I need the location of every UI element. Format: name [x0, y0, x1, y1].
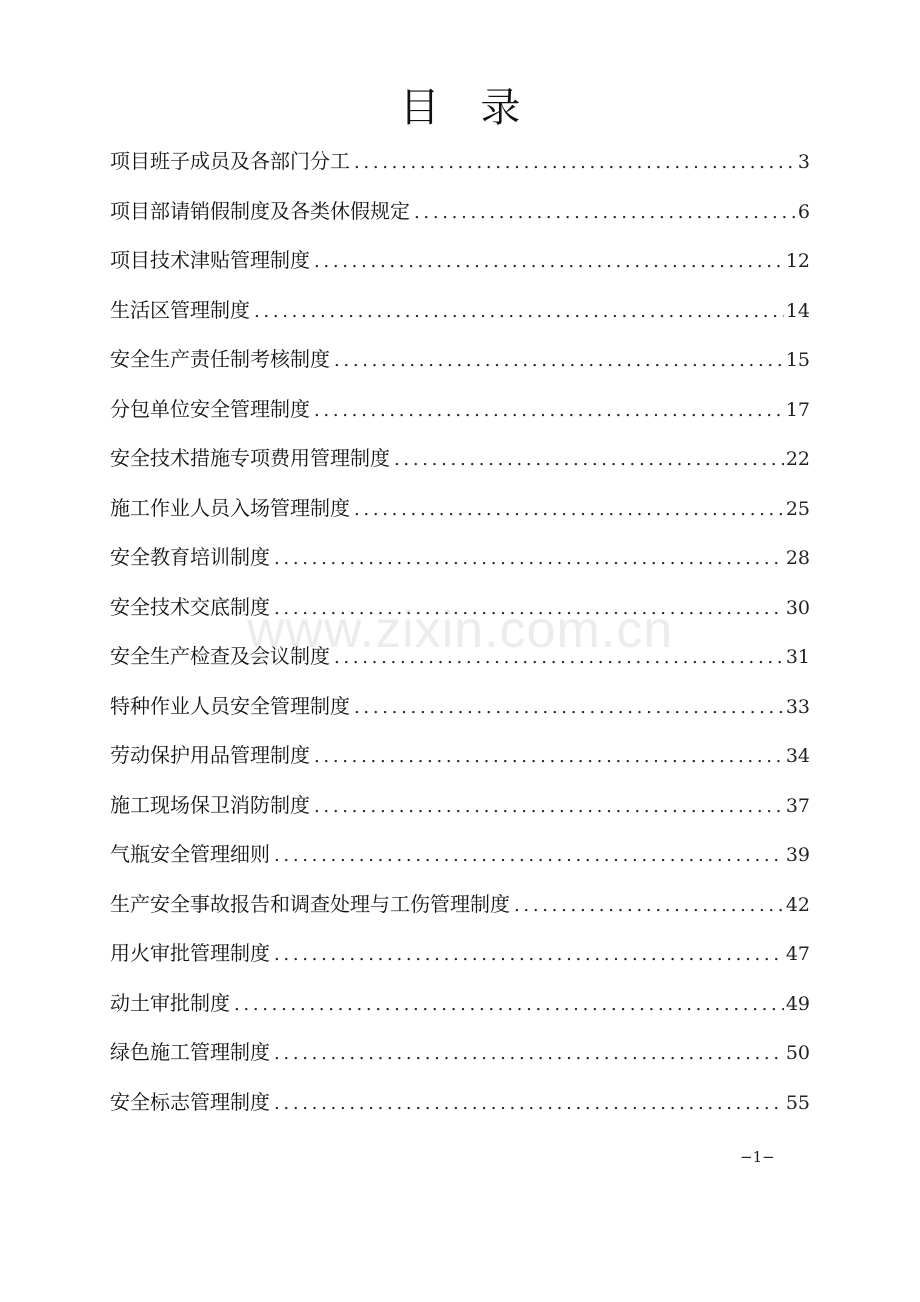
- toc-entry[interactable]: [110, 236, 810, 286]
- toc-entry-title: 安全生产责任制考核制度: [110, 347, 330, 371]
- toc-entry-title: 分包单位安全管理制度: [110, 396, 310, 421]
- toc-leader-dots: [394, 435, 784, 485]
- toc-leader-dots: [414, 188, 796, 238]
- toc-entry[interactable]: [110, 286, 810, 336]
- toc-entry-page: 47: [785, 943, 810, 965]
- toc-entry[interactable]: [110, 632, 810, 682]
- toc-entry-page: 15: [785, 349, 810, 371]
- toc-entry[interactable]: [110, 137, 810, 187]
- toc-entry-title: 施工现场保卫消防制度: [110, 792, 310, 817]
- toc-entry[interactable]: [110, 434, 810, 484]
- toc-leader-dots: [354, 683, 784, 733]
- toc-leader-dots: [314, 386, 784, 436]
- toc-entry-title: 绿色施工管理制度: [110, 1040, 270, 1064]
- toc-leader-dots: [334, 336, 784, 386]
- toc-leader-dots: [254, 287, 784, 337]
- toc-entry[interactable]: [110, 781, 810, 831]
- toc-entry[interactable]: [110, 682, 810, 732]
- toc-leader-dots: [274, 534, 784, 584]
- toc-leader-dots: [514, 881, 784, 931]
- toc-entry-title: 劳动保护用品管理制度: [110, 743, 310, 767]
- toc-leader-dots: [274, 1029, 784, 1079]
- toc-leader-dots: [334, 633, 784, 683]
- toc-entry-page: 3: [797, 151, 810, 173]
- toc-entry[interactable]: [110, 484, 810, 534]
- toc-entry-page: 37: [785, 794, 810, 817]
- toc-leader-dots: [354, 138, 796, 188]
- toc-entry-page: 31: [785, 646, 810, 668]
- toc-leader-dots: [274, 831, 784, 881]
- toc-entry[interactable]: [110, 929, 810, 979]
- toc-entry[interactable]: [110, 830, 810, 880]
- toc-entry[interactable]: [110, 979, 810, 1029]
- toc-leader-dots: [314, 732, 784, 782]
- watermark: www.zixin.com.cn: [246, 601, 674, 659]
- toc-entry-page: 34: [785, 745, 810, 767]
- toc-entry-title: 安全标志管理制度: [110, 1089, 270, 1114]
- toc-entry[interactable]: [110, 385, 810, 435]
- toc-entry-title: 用火审批管理制度: [110, 941, 270, 965]
- toc-entry-title: 生产安全事故报告和调查处理与工伤管理制度: [110, 891, 510, 916]
- toc-entry-title: 安全生产检查及会议制度: [110, 644, 330, 668]
- toc-entry-title: 项目班子成员及各部门分工: [110, 149, 350, 173]
- toc-entry-title: 项目技术津贴管理制度: [110, 248, 310, 272]
- toc-entry-page: 17: [785, 398, 810, 421]
- toc-entry[interactable]: [110, 533, 810, 583]
- toc-entry[interactable]: [110, 1028, 810, 1078]
- toc-entry-page: 6: [797, 200, 810, 223]
- toc-entry[interactable]: [110, 335, 810, 385]
- toc-entry-title: 生活区管理制度: [110, 297, 250, 322]
- page-title: 目 录: [399, 85, 535, 131]
- toc-entry-page: 14: [785, 299, 810, 322]
- toc-entry-title: 安全技术交底制度: [110, 594, 270, 619]
- toc-leader-dots: [234, 980, 784, 1030]
- toc-entry-page: 55: [785, 1091, 810, 1114]
- toc-leader-dots: [354, 485, 784, 535]
- toc-entry-page: 25: [785, 497, 810, 520]
- toc-entry[interactable]: [110, 583, 810, 633]
- toc-leader-dots: [274, 930, 784, 980]
- toc-entry-page: 39: [785, 844, 810, 866]
- toc-entry-page: 30: [785, 596, 810, 619]
- toc-leader-dots: [274, 584, 784, 634]
- toc-leader-dots: [314, 237, 784, 287]
- toc-entry[interactable]: [110, 187, 810, 237]
- toc-entry-title: 气瓶安全管理细则: [110, 842, 270, 866]
- toc-entry-title: 安全教育培训制度: [110, 545, 270, 569]
- toc-entry-page: 50: [785, 1042, 810, 1064]
- toc-entry-page: 28: [785, 547, 810, 569]
- toc-leader-dots: [274, 1079, 784, 1129]
- toc-entry-page: 12: [785, 250, 810, 272]
- toc-entry-title: 安全技术措施专项费用管理制度: [110, 446, 390, 470]
- toc-entry-page: 42: [785, 893, 810, 916]
- table-of-contents: [110, 137, 810, 1127]
- page-number: −1−: [740, 1148, 775, 1166]
- toc-entry-page: 33: [785, 695, 810, 718]
- toc-entry-page: 49: [785, 992, 810, 1015]
- toc-entry-title: 项目部请销假制度及各类休假规定: [110, 198, 410, 223]
- toc-entry-page: 22: [785, 448, 810, 470]
- toc-entry[interactable]: [110, 1078, 810, 1128]
- toc-entry[interactable]: [110, 731, 810, 781]
- toc-entry-title: 特种作业人员安全管理制度: [110, 693, 350, 718]
- toc-entry[interactable]: [110, 880, 810, 930]
- toc-entry-title: 动土审批制度: [110, 990, 230, 1015]
- toc-leader-dots: [314, 782, 784, 832]
- toc-entry-title: 施工作业人员入场管理制度: [110, 495, 350, 520]
